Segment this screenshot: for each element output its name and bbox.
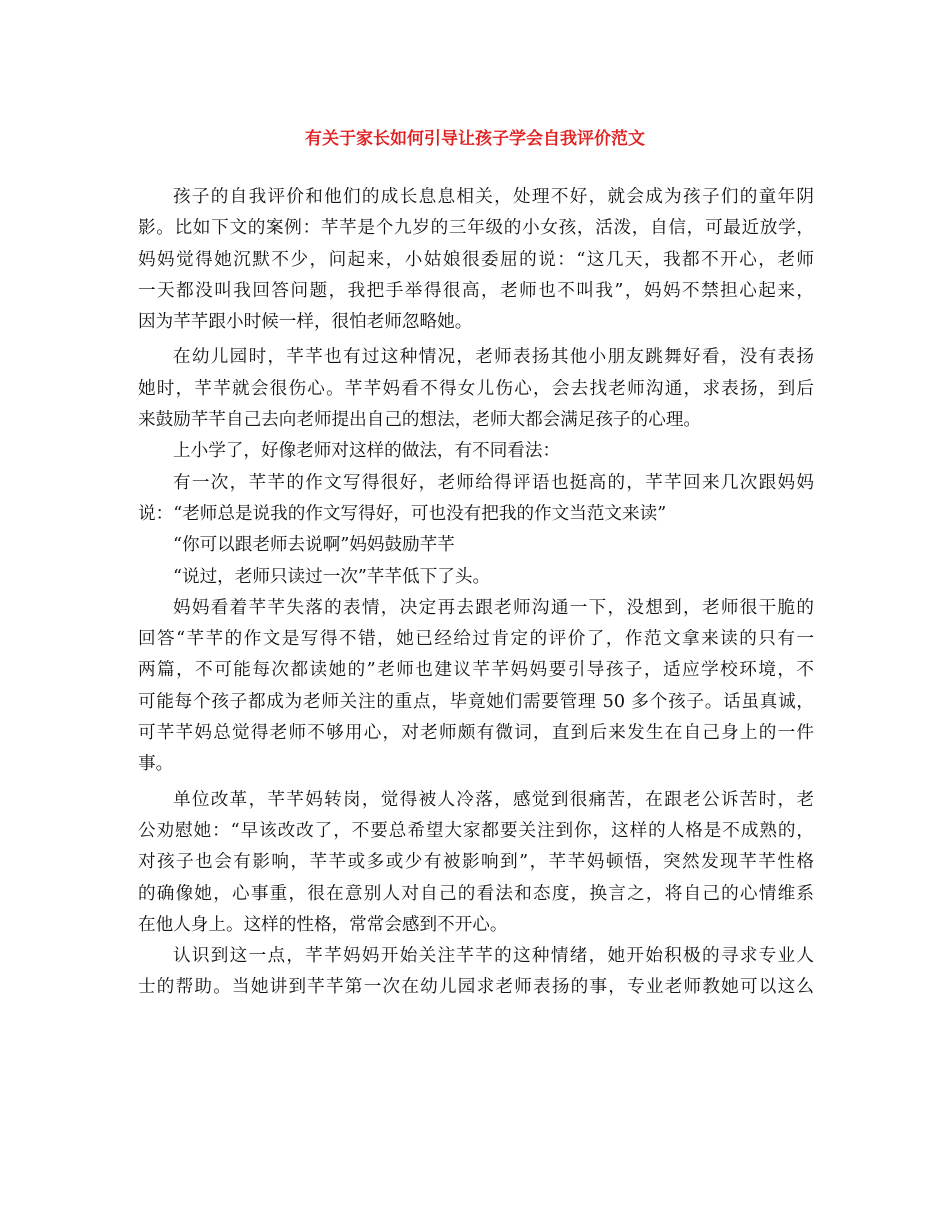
text-line: 上小学了，好像老师对这样的做法，有不同看法： [173,441,561,462]
text-line: 在幼儿园时，芊芊也有过这种情况，老师表扬其他小朋友跳舞好看，没有表扬 [173,347,814,368]
text-line: 认识到这一点，芊芊妈妈开始关注芊芊的这种情绪，她开始积极的寻求专业人 [173,946,814,967]
text-line: 妈妈看着芊芊失落的表情，决定再去跟老师沟通一下，没想到，老师很干脆的 [173,597,814,618]
text-line: 有一次，芊芊的作文写得很好，老师给得评语也挺高的，芊芊回来几次跟妈妈 [173,472,814,493]
text-line: 在他人身上。这样的性格，常常会感到不开心。 [138,914,508,935]
text-line: 来鼓励芊芊自己去向老师提出自己的想法，老师大都会满足孩子的心理。 [138,410,702,431]
text-line: 回答“芊芊的作文是写得不错，她已经给过肯定的评价了，作范文拿来读的只有一 [138,629,814,650]
text-line: 士的帮助。当她讲到芊芊第一次在幼儿园求老师表扬的事，专业老师教她可以这么 [138,977,814,998]
text-line: 事。 [138,754,174,775]
text-line: 说：“老师总是说我的作文写得好，可也没有把我的作文当范文来读” [138,503,667,524]
text-line: 一天都没叫我回答问题，我把手举得很高，老师也不叫我”，妈妈不禁担心起来， [138,280,814,301]
text-line: 因为芊芊跟小时候一样，很怕老师忽略她。 [138,312,473,333]
document-body [138,182,814,1004]
text-line: “你可以跟老师去说啊”妈妈鼓励芊芊 [173,535,455,556]
text-line: 对孩子也会有影响，芊芊或多或少有被影响到”，芊芊妈顿悟，突然发现芊芊性格 [138,852,814,873]
document-title: 有关于家长如何引导让孩子学会自我评价范文 [305,129,645,149]
text-line: 公劝慰她：“早该改改了，不要总希望大家都要关注到你，这样的人格是不成熟的， [138,820,814,841]
text-line: 单位改革，芊芊妈转岗，觉得被人冷落，感觉到很痛苦，在跟老公诉苦时，老 [173,789,814,810]
text-line: 可能每个孩子都成为老师关注的重点，毕竟她们需要管理 50 多个孩子。话虽真诚， [138,691,814,712]
text-line: 的确像她，心事重，很在意别人对自己的看法和态度，换言之，将自己的心情维系 [138,883,814,904]
text-line: 她时，芊芊就会很伤心。芊芊妈看不得女儿伤心，会去找老师沟通，求表扬，到后 [138,378,814,399]
text-line: 妈妈觉得她沉默不少，问起来，小姑娘很委屈的说：“这几天，我都不开心，老师 [138,249,814,270]
text-line: 孩子的自我评价和他们的成长息息相关，处理不好，就会成为孩子们的童年阴 [173,187,814,207]
text-line: “说过，老师只读过一次”芊芊低下了头。 [173,566,491,587]
text-line: 影。比如下文的案例：芊芊是个九岁的三年级的小女孩，活泼，自信，可最近放学， [138,218,814,239]
text-line: 可芊芊妈总觉得老师不够用心，对老师颇有微词，直到后来发生在自己身上的一件 [138,723,814,744]
text-line: 两篇，不可能每次都读她的”老师也建议芊芊妈妈要引导孩子，适应学校环境，不 [138,660,814,681]
